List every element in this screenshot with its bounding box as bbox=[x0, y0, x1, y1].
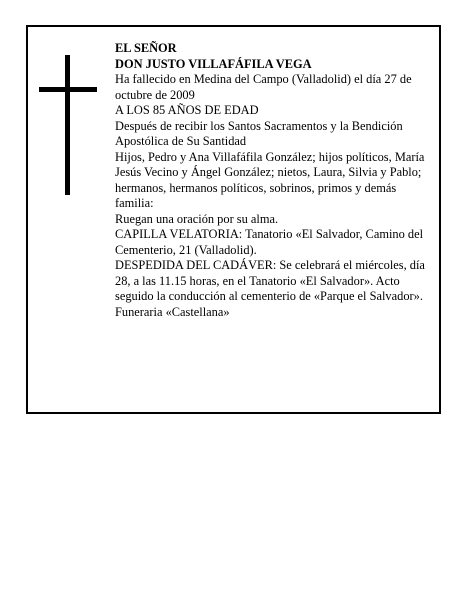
obituary-notice bbox=[26, 25, 441, 414]
sacraments-line: Después de recibir los Santos Sacramentos y la Bendición Apostólica de Su Santidad bbox=[115, 118, 403, 148]
cross-horizontal-bar bbox=[39, 87, 97, 92]
age-line: A LOS 85 AÑOS DE EDAD bbox=[115, 103, 259, 117]
farewell-info: DESPEDIDA DEL CADÁVER: Se celebrará el miércoles, día 28, a las 11.15 horas, en el Tanatorio «El Salvador». Acto seguido la conducción al cementerio de «Parque el Salvador». bbox=[115, 258, 425, 303]
funeral-home: Funeraria «Castellana» bbox=[115, 304, 230, 319]
cross-vertical-bar bbox=[65, 55, 70, 195]
cross-icon bbox=[39, 55, 97, 195]
obituary-text bbox=[115, 41, 433, 320]
death-statement: Ha fallecido en Medina del Campo (Valladolid) el día 27 de octubre de 2009 bbox=[115, 72, 412, 102]
deceased-name: DON JUSTO VILLAFÁFILA VEGA bbox=[115, 56, 312, 71]
chapel-info: CAPILLA VELATORIA: Tanatorio «El Salvador, Camino del Cementerio, 21 (Valladolid). bbox=[115, 227, 424, 257]
family-list: Hijos, Pedro y Ana Villafáfila González; hijos políticos, María Jesús Vecino y Ángel González; nietos, Laura, Silvia y Pablo; hermanos, hermanos políticos, sobrinos, primos y demás familia: bbox=[115, 149, 425, 210]
obituary-title: EL SEÑOR bbox=[115, 41, 177, 55]
prayer-request: Ruegan una oración por su alma. bbox=[115, 211, 279, 226]
